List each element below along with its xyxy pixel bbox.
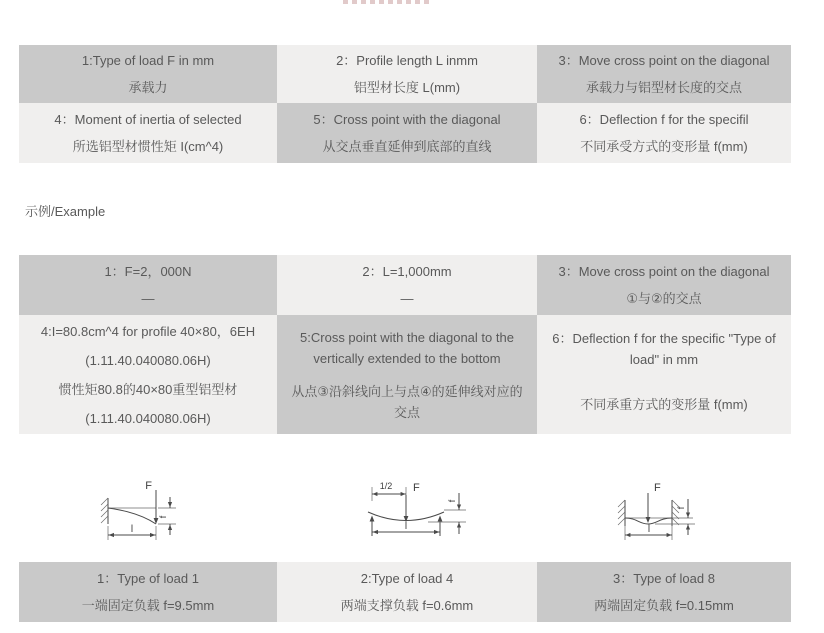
example-cell-6-cn: 不同承重方式的变形量 f(mm) [580, 397, 748, 412]
load-cell-3-cn: 两端固定负载 f=0.15mm [594, 598, 734, 613]
deflection-label-1: f [158, 515, 168, 519]
length-label-1: l [130, 524, 134, 535]
example-cell-4-line3: 惯性矩80.8的40×80重型铝型材 [58, 381, 238, 397]
legend-cell-1-en: 1:Type of load F in mm [81, 53, 215, 68]
half-label-2: 1/2 [379, 481, 393, 491]
legend-cell-3 [537, 45, 791, 103]
example-cell-1-line2: — [141, 291, 155, 306]
example-cell-4-line1: 4:I=80.8cm^4 for profile 40×80，6EH [40, 323, 256, 339]
example-cell-6-en: 6：Deflection f for the specific "Type of load" in mm [552, 331, 776, 367]
legend-cell-6 [537, 103, 791, 163]
example-label: 示例/Example [25, 204, 106, 219]
legend-cell-3-cn: 承载力与铝型材长度的交点 [585, 80, 742, 95]
beam-diagram-simply-supported [340, 468, 490, 553]
load-cell-1-cn: 一端固定负载 f=9.5mm [81, 598, 215, 613]
example-cell-4 [19, 315, 277, 434]
legend-cell-3-en: 3：Move cross point on the diagonal [558, 53, 770, 68]
example-cell-3-line2: ①与②的交点 [626, 291, 702, 306]
load-cell-1 [19, 562, 277, 622]
example-cell-4-line2: (1.11.40.040080.06H) [85, 352, 211, 368]
example-cell-2 [277, 255, 537, 315]
beam-diagram-cantilever [70, 468, 220, 553]
load-cell-3-en: 3：Type of load 8 [613, 571, 715, 586]
clipped-heading-fragment [343, 0, 429, 4]
beam-diagram-fixed-both-ends [595, 468, 745, 553]
example-cell-5-cn: 从点③沿斜线向上与点④的延伸线对应的交点 [291, 383, 523, 420]
example-cell-6 [537, 315, 791, 434]
legend-cell-5 [277, 103, 537, 163]
length-label-2: l [404, 521, 408, 532]
deflection-label-2: f [447, 499, 457, 503]
example-cell-2-line1: 2：L=1,000mm [362, 264, 452, 279]
example-cell-5-en: 5:Cross point with the diagonal to the vertically extended to the bottom [300, 329, 514, 366]
load-cell-3 [537, 562, 791, 622]
load-cell-2 [277, 562, 537, 622]
legend-cell-1 [19, 45, 277, 103]
deflection-label-3: f [676, 506, 686, 510]
example-cell-3-line1: 3：Move cross point on the diagonal [558, 264, 770, 279]
legend-cell-1-cn: 承载力 [128, 80, 168, 95]
legend-cell-5-cn: 从交点垂直延伸到底部的直线 [322, 139, 492, 154]
example-cell-1-line1: 1：F=2，000N [104, 264, 192, 279]
example-cell-3 [537, 255, 791, 315]
load-cell-2-en: 2:Type of load 4 [360, 571, 454, 586]
load-cell-1-en: 1：Type of load 1 [97, 571, 199, 586]
legend-cell-5-en: 5：Cross point with the diagonal [313, 112, 501, 127]
example-cell-1 [19, 255, 277, 315]
example-table [19, 255, 791, 434]
legend-cell-2-en: 2：Profile length L inmm [336, 53, 478, 68]
legend-cell-2-cn: 铝型材长度 L(mm) [353, 80, 461, 95]
example-cell-4-line4: (1.11.40.040080.06H) [85, 410, 211, 426]
legend-table [19, 45, 791, 163]
legend-cell-4-cn: 所选铝型材惯性矩 I(cm^4) [72, 139, 224, 154]
force-label-1: F [145, 480, 152, 492]
legend-cell-4-en: 4：Moment of inertia of selected [54, 112, 242, 127]
force-label-2: F [413, 482, 420, 494]
force-label-3: F [654, 482, 661, 494]
example-cell-5 [277, 315, 537, 434]
legend-cell-2 [277, 45, 537, 103]
load-cell-2-cn: 两端支撑负载 f=0.6mm [340, 598, 474, 613]
example-cell-2-line2: — [400, 291, 414, 306]
length-label-3: l [647, 524, 651, 535]
legend-cell-4 [19, 103, 277, 163]
load-type-table [19, 562, 791, 622]
legend-cell-6-cn: 不同承受方式的变形量 f(mm) [580, 139, 748, 154]
legend-cell-6-en: 6：Deflection f for the specifil [579, 112, 749, 127]
